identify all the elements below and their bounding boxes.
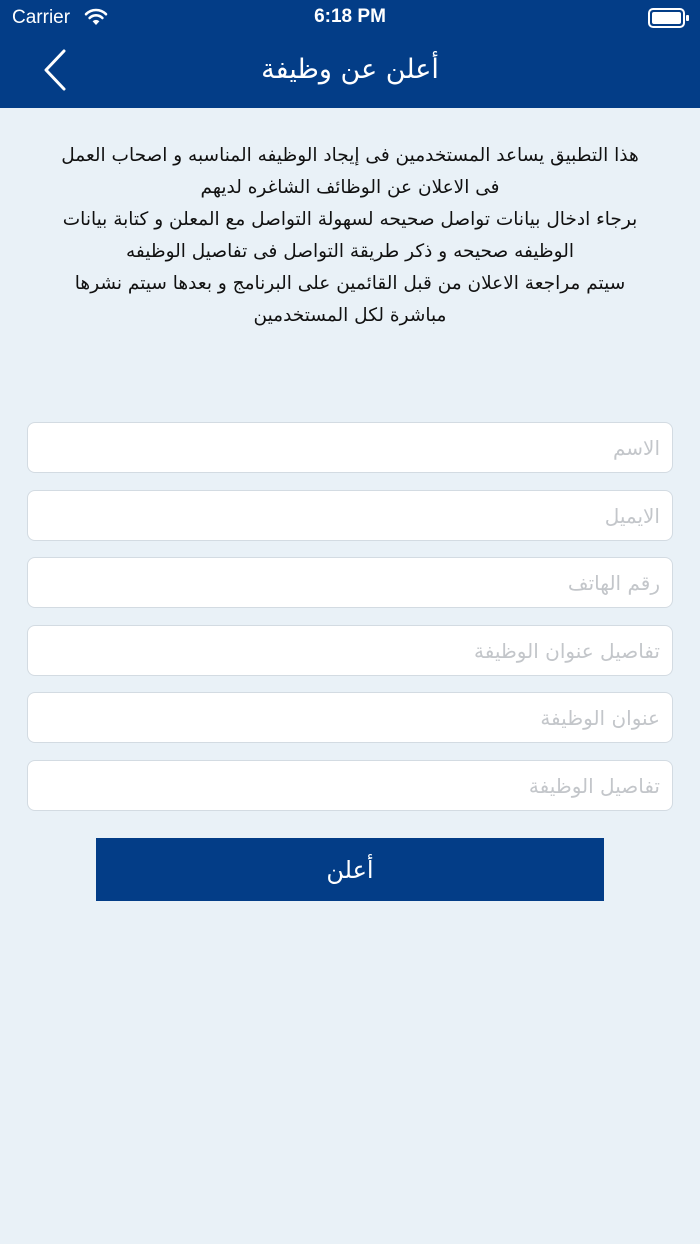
battery-icon [648, 8, 690, 32]
job-title-input[interactable] [27, 692, 673, 743]
app-description [30, 140, 670, 332]
description-line: فى الاعلان عن الوظائف الشاغره لديهم [200, 177, 500, 198]
carrier-label: Carrier [12, 7, 71, 28]
job-details-input[interactable] [27, 760, 673, 811]
description-line: سيتم مراجعة الاعلان من قبل القائمين على البرنامج و بعدها سيتم نشرها [74, 273, 626, 294]
name-input[interactable] [27, 422, 673, 473]
page-title: أعلن عن وظيفة [261, 54, 439, 85]
navigation-bar [0, 36, 700, 108]
job-details-title-input[interactable] [27, 625, 673, 676]
description-line: هذا التطبيق يساعد المستخدمين فى إيجاد الوظيفه المناسبه و اصحاب العمل [61, 145, 639, 166]
status-bar [0, 0, 700, 36]
phone-input[interactable] [27, 557, 673, 608]
header [0, 0, 700, 108]
description-line: برجاء ادخال بيانات تواصل صحيحه لسهولة التواصل مع المعلن و كتابة بيانات [62, 209, 638, 230]
submit-ad-button[interactable]: أعلن [96, 838, 604, 901]
email-input[interactable] [27, 490, 673, 541]
clock: 6:18 PM [314, 6, 386, 27]
description-line: الوظيفه صحيحه و ذكر طريقة التواصل فى تفاصيل الوظيفه [125, 241, 574, 262]
description-line: مباشرة لكل المستخدمين [253, 305, 447, 326]
